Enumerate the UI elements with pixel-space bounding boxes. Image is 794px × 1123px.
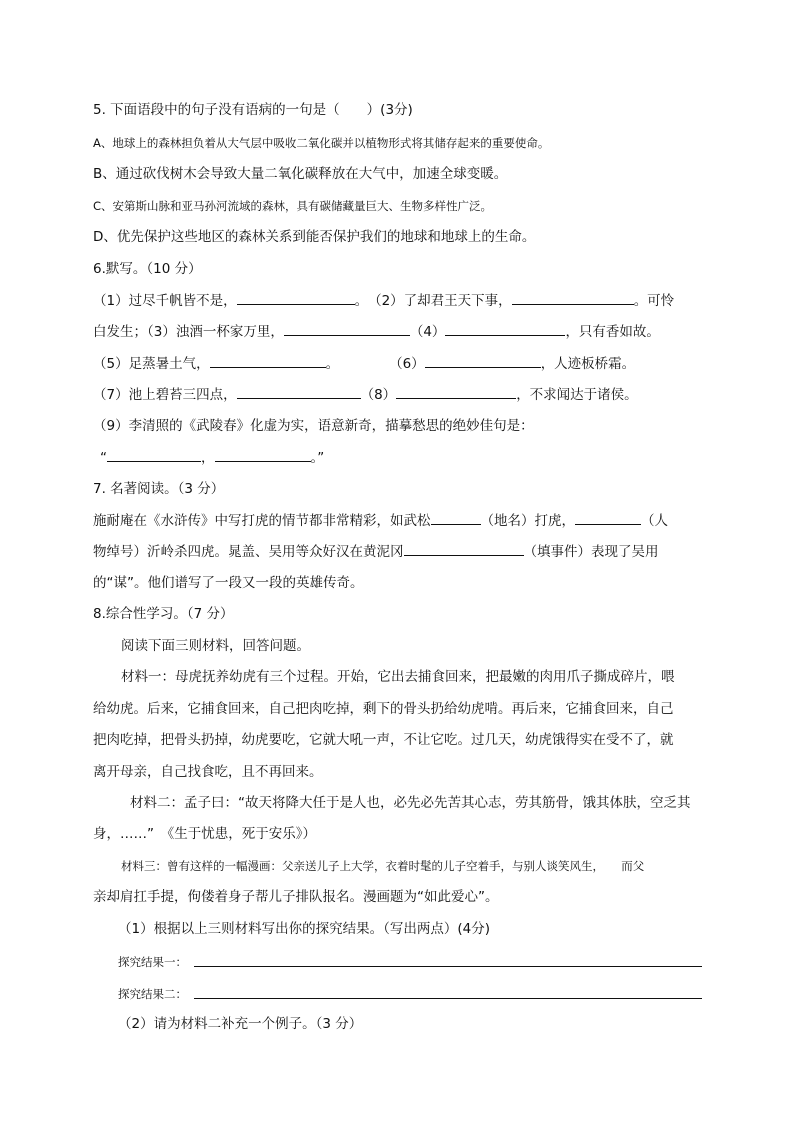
result-1-answer-line[interactable]	[194, 966, 702, 967]
q7-l2-text-a: 物绰号）沂岭杀四虎。晁盖、吴用等众好汉在黄泥冈	[93, 544, 404, 560]
answer-blank-4[interactable]	[445, 321, 565, 336]
q6-row-5: （9）李清照的《武陵春》化虚为实，语意新奇，描摹愁思的绝妙佳句是：	[93, 418, 534, 434]
q6-r3-text-a: （5）足蒸暑土气，	[93, 356, 210, 372]
q5-stem: 5. 下面语段中的句子没有语病的一句是（ ）(3分)	[93, 102, 413, 118]
answer-blank-5[interactable]	[210, 353, 326, 368]
q7-line-2	[93, 541, 659, 562]
q6-r3-text-b: 。	[325, 356, 340, 372]
q6-r2-text-c: ，只有香如故。	[565, 324, 660, 340]
q6-r6-open-quote: “	[100, 450, 107, 466]
q6-row-4	[93, 384, 638, 405]
q5-option-b: B、通过砍伐树木会导致大量二氧化碳释放在大气中，加速全球变暖。	[93, 166, 508, 182]
q6-row-6	[100, 447, 324, 468]
q7-l2-text-b: （填事件）表现了吴用	[523, 544, 659, 560]
answer-blank-9[interactable]	[107, 447, 201, 462]
q6-row-1	[93, 290, 674, 311]
q6-r4-text-b: （8）	[360, 387, 397, 403]
answer-blank-event[interactable]	[404, 541, 524, 556]
material-1-line-2: 给幼虎。后来，它捕食回来，自己把肉吃掉，剩下的骨头扔给幼虎啃。再后来，它捕食回来，自己	[93, 701, 674, 717]
answer-blank-3[interactable]	[284, 321, 410, 336]
material-3-line-2: 亲却肩扛手提，佝偻着身子帮儿子排队报名。漫画题为“如此爱心”。	[93, 889, 499, 905]
q7-l1-text-b: （地名）打虎，	[480, 513, 575, 529]
q6-r6-comma: ，	[201, 450, 215, 466]
q5-option-c: C、安第斯山脉和亚马孙河流域的森林，具有碳储藏量巨大、生物多样性广泛。	[93, 199, 493, 213]
q7-heading: 7. 名著阅读。（3 分）	[93, 481, 225, 497]
q6-r1-text-b: 。 （2）了却君王天下事，	[354, 293, 512, 309]
material-1-line-4: 离开母亲，自己找食吃，且不再回来。	[93, 764, 323, 780]
answer-blank-2[interactable]	[512, 290, 634, 305]
q6-heading: 6.默写。（10 分）	[93, 261, 202, 277]
q6-r6-close: 。”	[310, 450, 325, 466]
q6-row-3	[93, 353, 635, 374]
answer-blank-1[interactable]	[237, 290, 355, 305]
q7-l1-text-c: （人	[641, 513, 668, 529]
q7-line-1	[93, 510, 668, 531]
q6-r2-text-b: （4）	[409, 324, 446, 340]
q6-r3-text-c: （6）	[389, 356, 425, 372]
result-1-label: 探究结果一：	[118, 955, 187, 969]
q6-row-2	[93, 321, 660, 342]
q6-r4-text-c: ，不求闻达于诸侯。	[516, 387, 638, 403]
q6-r2-text-a: 白发生；（3）浊酒一杯家万里，	[93, 324, 284, 340]
q5-option-a: A、地球上的森林担负着从大气层中吸收二氧化碳并以植物形式将其储存起来的重要使命。	[93, 136, 550, 150]
q6-r3-text-d: ，人迹板桥霜。	[540, 356, 636, 372]
answer-blank-6[interactable]	[425, 353, 541, 368]
answer-blank-nickname[interactable]	[575, 510, 641, 525]
material-2-line-2: 身，……” 《生于忧患，死于安乐》）	[93, 826, 316, 842]
q7-line-3: 的“谋”。他们谱写了一段又一段的英雄传奇。	[93, 575, 364, 591]
answer-blank-10[interactable]	[215, 447, 311, 462]
q8-intro: 阅读下面三则材料，回答问题。	[121, 638, 310, 654]
q5-option-d: D、优先保护这些地区的森林关系到能否保护我们的地球和地球上的生命。	[93, 229, 536, 245]
material-1-line-3: 把肉吃掉，把骨头扔掉，幼虎要吃，它就大吼一声，不让它吃。过几天，幼虎饿得实在受不了，就	[93, 732, 674, 748]
q7-l1-text-a: 施耐庵在《水浒传》中写打虎的情节都非常精彩，如武松	[93, 513, 431, 529]
q6-r1-text-a: （1）过尽千帆皆不是，	[93, 293, 237, 309]
result-2-answer-line[interactable]	[194, 998, 702, 999]
material-3-line-1: 材料三：曾有这样的一幅漫画：父亲送儿子上大学，衣着时髦的儿子空着手，与别人谈笑风生， 而父	[121, 859, 645, 873]
answer-blank-8[interactable]	[396, 384, 516, 399]
q8-heading: 8.综合性学习。（7 分）	[93, 606, 234, 622]
material-1-line-1: 材料一：母虎抚养幼虎有三个过程。开始，它出去捕食回来，把最嫩的肉用爪子撕成碎片，喂	[121, 669, 675, 685]
result-2-label: 探究结果二：	[118, 987, 187, 1001]
q8-subquestion-2: （2）请为材料二补充一个例子。（3 分）	[118, 1016, 363, 1032]
material-2-line-1: 材料二：孟子曰：“故天将降大任于是人也，必先必先苦其心志，劳其筋骨，饿其体肤，空乏其	[130, 795, 691, 811]
q6-r1-text-c: 。可怜	[633, 293, 675, 309]
answer-blank-7[interactable]	[237, 384, 361, 399]
q6-r4-text-a: （7）池上碧苔三四点，	[93, 387, 237, 403]
answer-blank-place[interactable]	[431, 510, 481, 525]
q8-subquestion-1: （1）根据以上三则材料写出你的探究结果。（写出两点）(4分)	[118, 921, 490, 937]
